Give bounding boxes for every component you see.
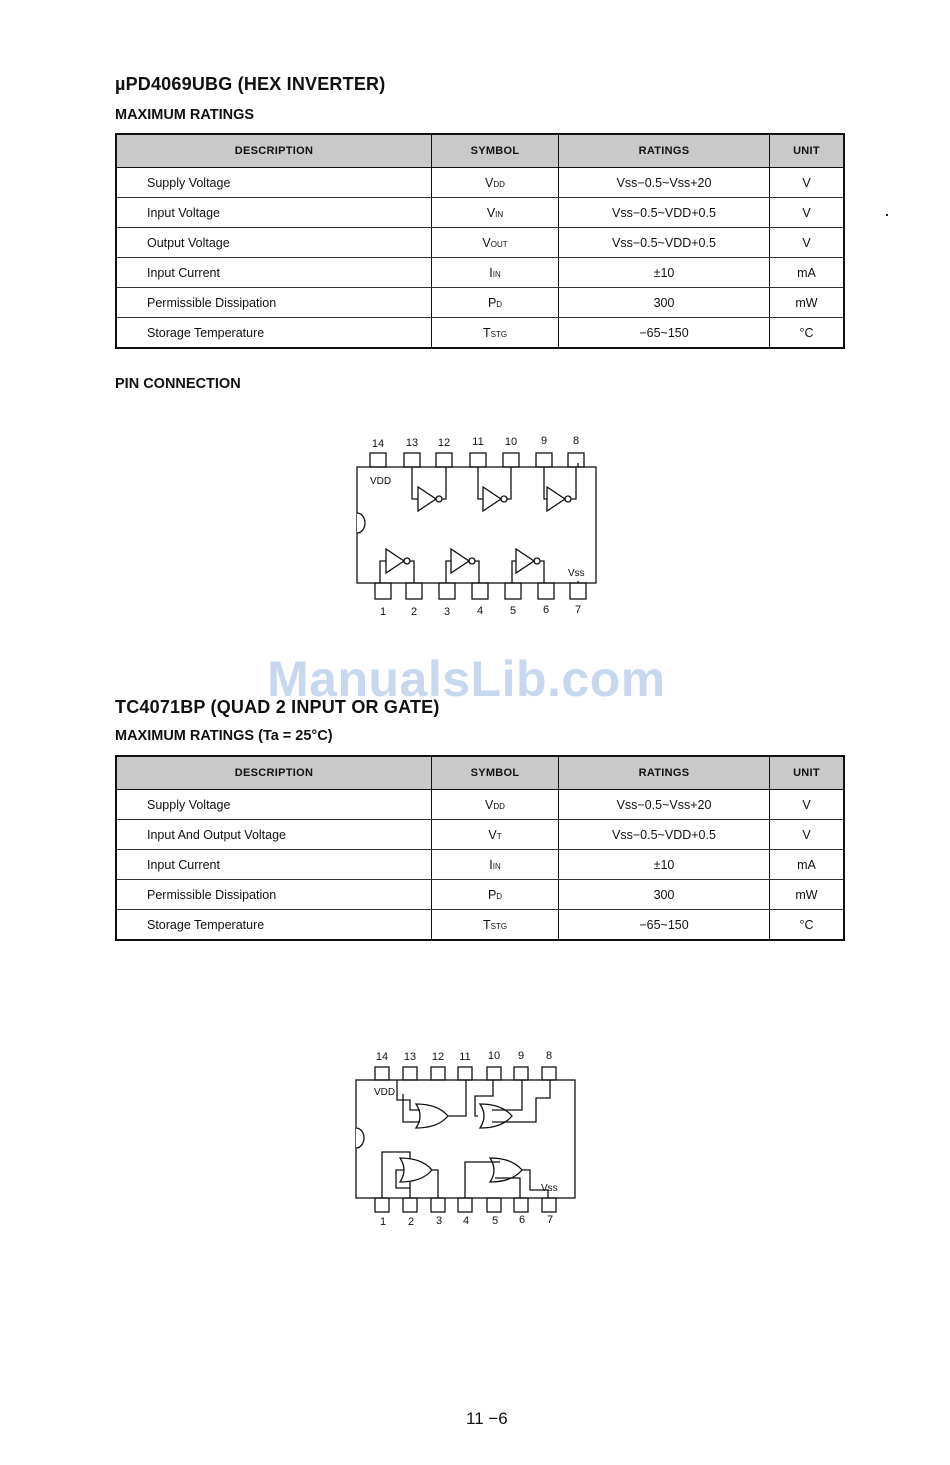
col-unit: UNIT [770, 756, 845, 790]
symbol-subscript: OUT [490, 239, 508, 249]
pin-label: 6 [518, 1214, 526, 1226]
col-ratings: RATINGS [559, 756, 770, 790]
table-row [116, 910, 844, 941]
row-description: Input Current [116, 258, 432, 288]
row-rating: ±10 [559, 850, 770, 880]
pin-label: 14 [375, 1051, 389, 1063]
pin-label: 3 [443, 606, 451, 618]
table-body [116, 168, 844, 349]
row-symbol [432, 168, 559, 198]
row-unit: V [770, 168, 845, 198]
quad-or-gate-pin-diagram [340, 1040, 590, 1235]
scan-dot [886, 214, 888, 216]
ratings-table-4069 [115, 133, 845, 349]
pin-label: 2 [410, 606, 418, 618]
row-symbol [432, 318, 559, 349]
table-row [116, 318, 844, 349]
ratings-table-4071 [115, 755, 845, 941]
row-unit: V [770, 198, 845, 228]
section1-subtitle: MAXIMUM RATINGS [115, 107, 255, 123]
row-symbol [432, 820, 559, 850]
symbol-subscript: IN [492, 861, 501, 871]
symbol-subscript: DD [493, 801, 505, 811]
vdd-label: VDD [374, 1087, 396, 1098]
section2-subtitle: MAXIMUM RATINGS (Ta = 25°C) [115, 728, 333, 744]
row-symbol [432, 258, 559, 288]
symbol-letter: P [487, 295, 497, 310]
pin-label: 1 [379, 606, 387, 618]
symbol-subscript: T [496, 831, 502, 841]
row-rating: −65~150 [559, 910, 770, 941]
table-body [116, 790, 844, 941]
pin-label: 7 [574, 604, 582, 616]
row-symbol [432, 790, 559, 820]
row-description: Permissible Dissipation [116, 288, 432, 318]
table-row [116, 820, 844, 850]
row-unit: V [770, 820, 845, 850]
pin-label: 11 [459, 1051, 471, 1063]
vss-label: Vss [541, 1183, 558, 1194]
pin-label: 5 [491, 1215, 499, 1227]
row-rating: Vss−0.5~VDD+0.5 [559, 198, 770, 228]
symbol-subscript: IN [495, 209, 504, 219]
symbol-letter: V [488, 827, 497, 842]
row-rating: ±10 [559, 258, 770, 288]
row-description: Input Current [116, 850, 432, 880]
symbol-letter: V [485, 797, 494, 812]
row-unit: V [770, 790, 845, 820]
table-row [116, 790, 844, 820]
vdd-label: VDD [370, 476, 392, 487]
section1-title: µPD4069UBG (HEX INVERTER) [115, 74, 386, 94]
pin-label: 14 [371, 438, 385, 450]
pin-label: 5 [509, 605, 517, 617]
row-description: Permissible Dissipation [116, 880, 432, 910]
table-row [116, 258, 844, 288]
table-row [116, 228, 844, 258]
row-description: Output Voltage [116, 228, 432, 258]
table-row [116, 288, 844, 318]
pin-label: 10 [504, 436, 518, 448]
pin-label: 3 [435, 1215, 443, 1227]
symbol-letter: V [486, 205, 496, 220]
symbol-letter: V [482, 235, 491, 250]
row-symbol [432, 880, 559, 910]
table-row [116, 198, 844, 228]
pin-label: 8 [572, 435, 580, 447]
symbol-subscript: STG [490, 329, 508, 339]
watermark: ManualsLib.com [267, 651, 666, 707]
page-number: 11 −6 [466, 1409, 508, 1428]
row-rating: 300 [559, 880, 770, 910]
pin-label: 2 [407, 1216, 415, 1228]
row-rating: Vss−0.5~Vss+20 [559, 790, 770, 820]
col-unit: UNIT [770, 134, 845, 168]
pin-label: 12 [431, 1051, 445, 1063]
row-unit: °C [770, 318, 845, 349]
row-description: Input And Output Voltage [116, 820, 432, 850]
hex-inverter-pin-diagram [340, 425, 610, 625]
pin-label: 9 [540, 435, 548, 447]
pin-label: 7 [546, 1214, 554, 1226]
symbol-subscript: D [496, 299, 503, 309]
symbol-subscript: DD [493, 179, 505, 189]
row-description: Input Voltage [116, 198, 432, 228]
pin-label: 4 [476, 605, 484, 617]
row-unit: mW [770, 880, 845, 910]
row-rating: −65~150 [559, 318, 770, 349]
col-symbol: SYMBOL [432, 134, 559, 168]
row-rating: Vss−0.5~Vss+20 [559, 168, 770, 198]
pin-label: 4 [462, 1215, 470, 1227]
row-symbol [432, 910, 559, 941]
pin-label: 11 [472, 436, 484, 448]
symbol-letter: P [487, 887, 497, 902]
pin-label: 12 [437, 437, 451, 449]
row-unit: V [770, 228, 845, 258]
section2-title: TC4071BP (QUAD 2 INPUT OR GATE) [115, 697, 440, 717]
row-rating: 300 [559, 288, 770, 318]
row-symbol [432, 850, 559, 880]
table-row [116, 850, 844, 880]
pin-label: 9 [517, 1050, 525, 1062]
pin-label: 8 [545, 1050, 553, 1062]
pin-label: 13 [403, 1051, 417, 1063]
row-rating: Vss−0.5~VDD+0.5 [559, 820, 770, 850]
row-description: Supply Voltage [116, 790, 432, 820]
pin-label: 13 [405, 437, 419, 449]
row-symbol [432, 198, 559, 228]
symbol-subscript: IN [492, 269, 501, 279]
vss-label: Vss [568, 568, 585, 579]
col-description: DESCRIPTION [116, 756, 432, 790]
row-unit: °C [770, 910, 845, 941]
col-symbol: SYMBOL [432, 756, 559, 790]
row-rating: Vss−0.5~VDD+0.5 [559, 228, 770, 258]
row-unit: mA [770, 850, 845, 880]
col-ratings: RATINGS [559, 134, 770, 168]
row-symbol [432, 228, 559, 258]
symbol-letter: V [485, 175, 494, 190]
symbol-letter: T [482, 917, 491, 932]
row-description: Storage Temperature [116, 910, 432, 941]
symbol-letter: I [489, 857, 493, 872]
symbol-subscript: STG [490, 921, 508, 931]
row-symbol [432, 288, 559, 318]
pin-label: 6 [542, 604, 550, 616]
symbol-letter: I [489, 265, 493, 280]
col-description: DESCRIPTION [116, 134, 432, 168]
table-row [116, 880, 844, 910]
table-row [116, 168, 844, 198]
row-unit: mA [770, 258, 845, 288]
pin-connection-heading: PIN CONNECTION [115, 376, 241, 392]
pin-label: 10 [487, 1050, 501, 1062]
symbol-letter: T [482, 325, 491, 340]
pin-label: 1 [379, 1216, 387, 1228]
row-description: Supply Voltage [116, 168, 432, 198]
row-description: Storage Temperature [116, 318, 432, 349]
row-unit: mW [770, 288, 845, 318]
symbol-subscript: D [496, 891, 503, 901]
